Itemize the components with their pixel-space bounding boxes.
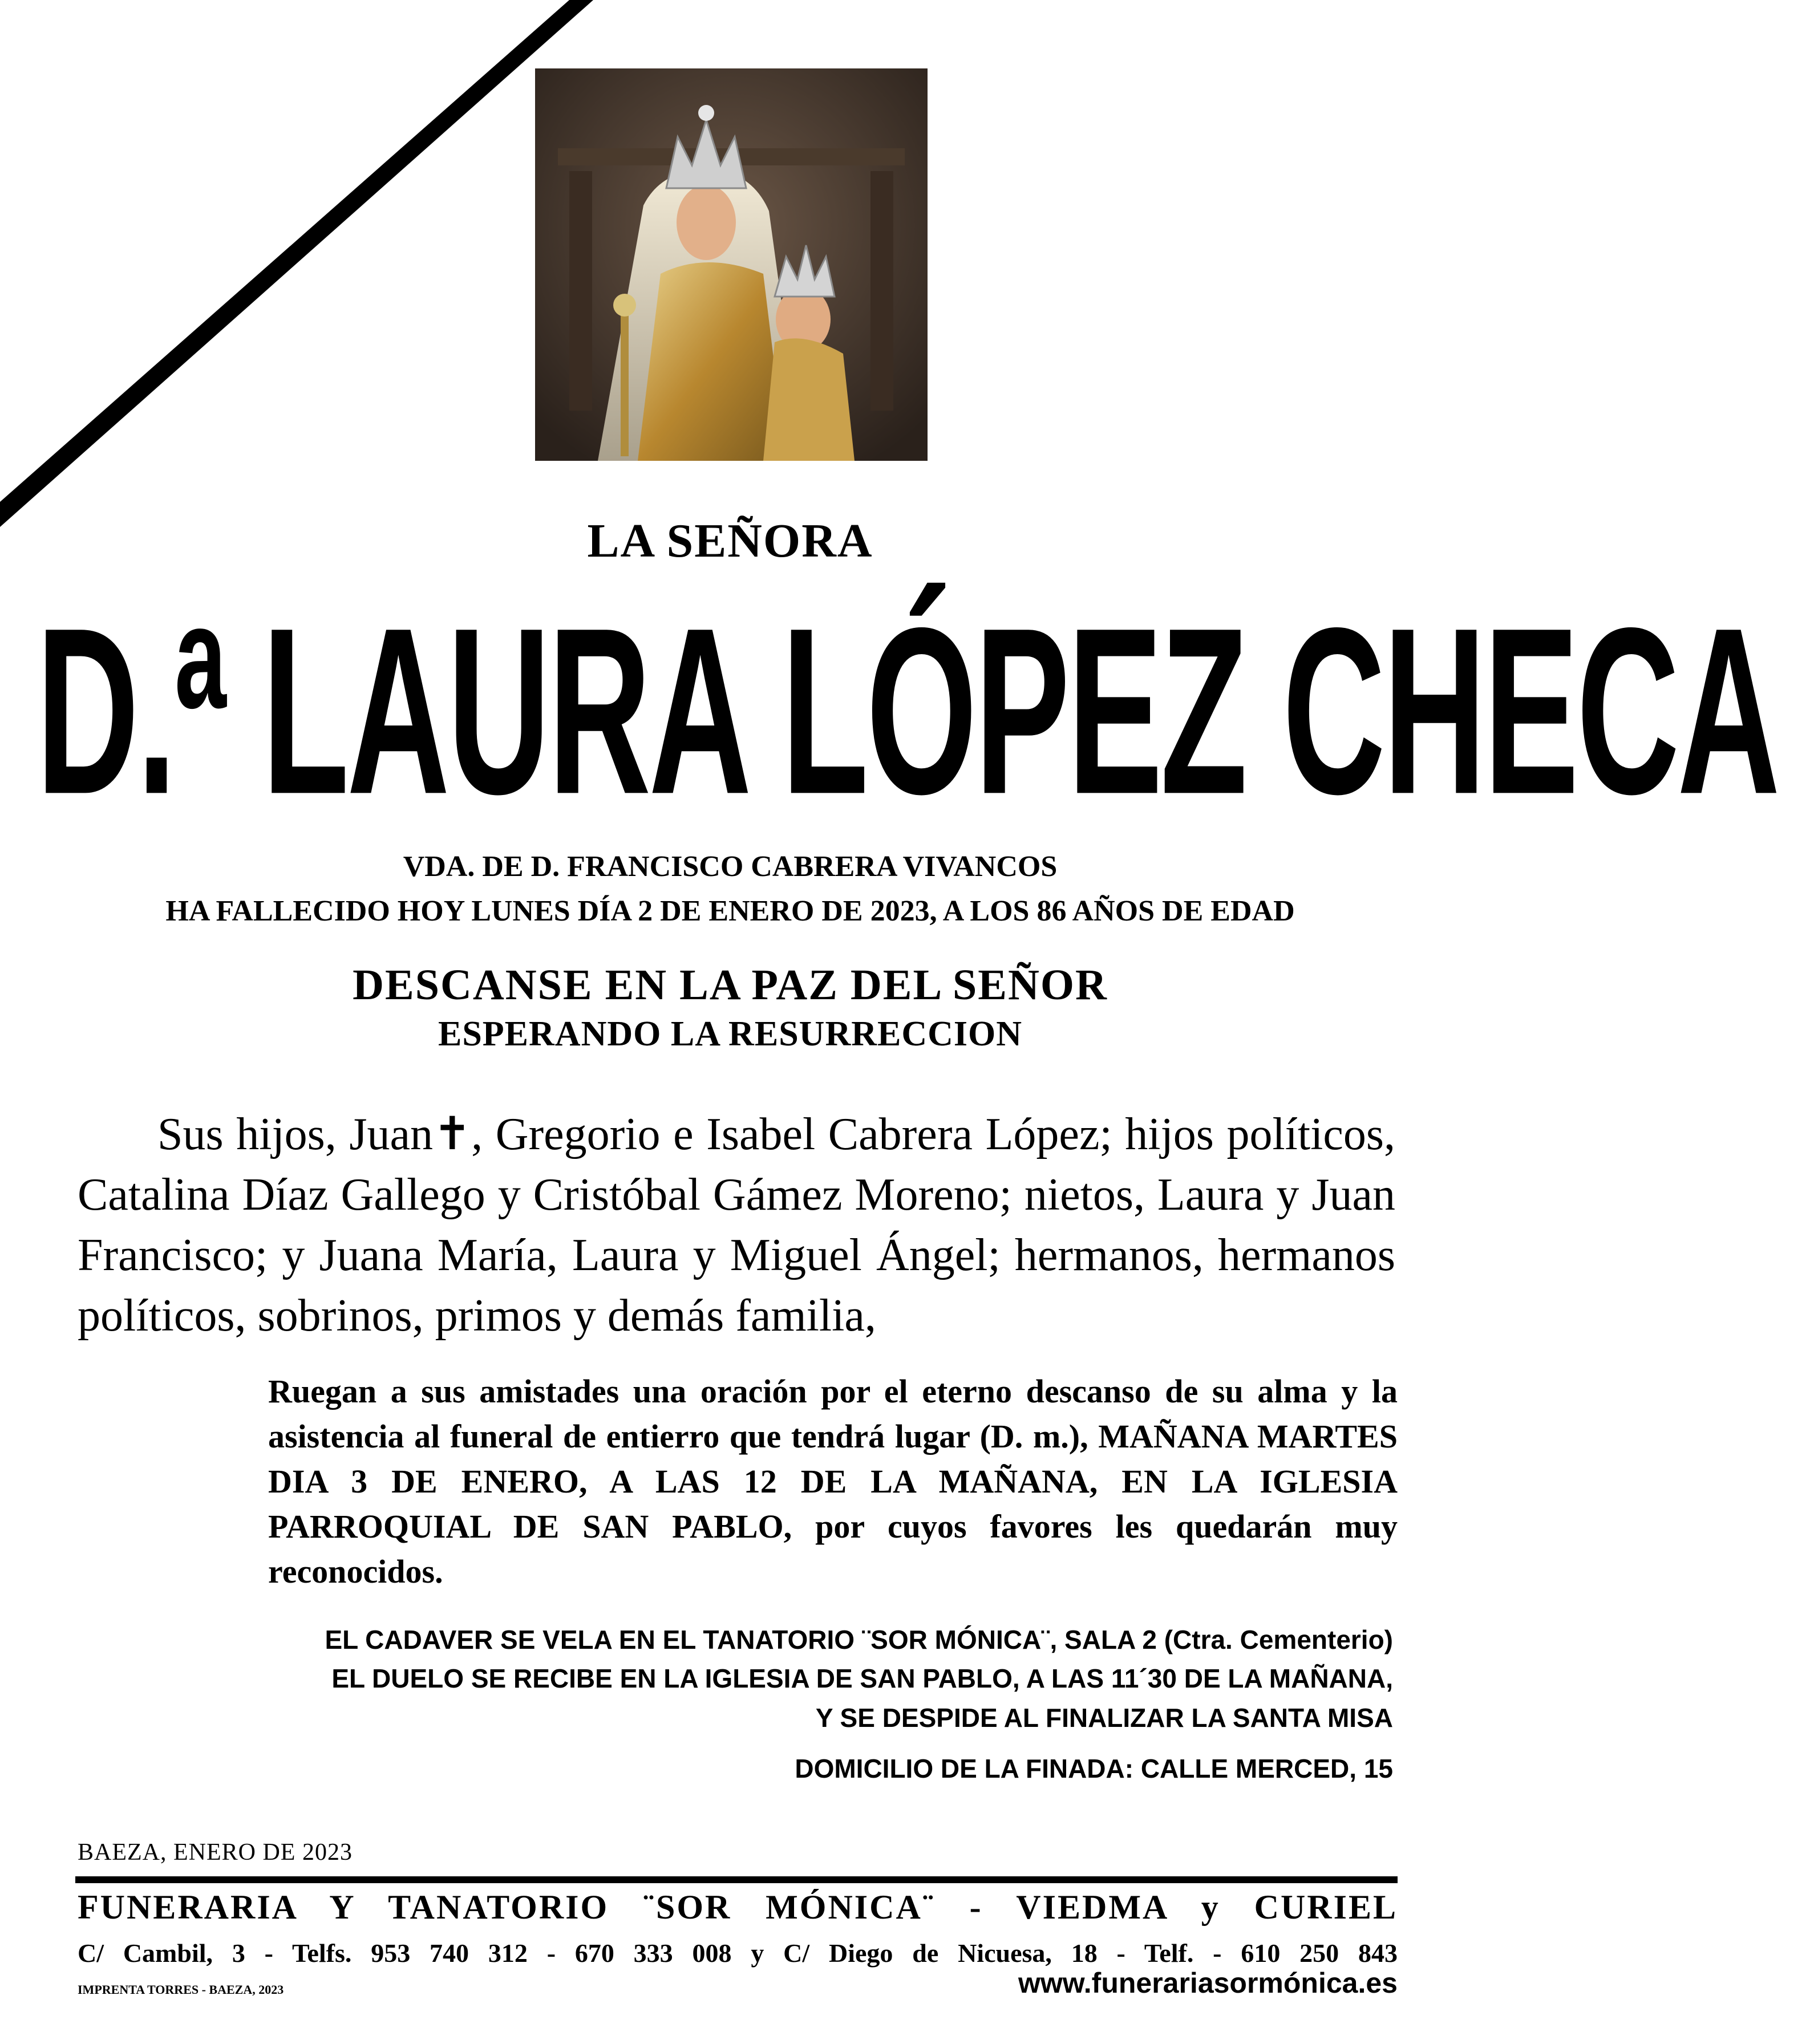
footer-divider — [75, 1876, 1398, 1883]
place-date: BAEZA, ENERO DE 2023 — [78, 1839, 353, 1865]
residence-notice: DOMICILIO DE LA FINADA: CALLE MERCED, 15 — [795, 1754, 1393, 1783]
company-name: FUNERARIA Y TANATORIO ¨SOR MÓNICA¨ - VIEDMA y CURIEL — [78, 1888, 1398, 1926]
virgin-and-child-image — [535, 68, 928, 461]
pre-title: LA SEÑORA — [587, 514, 873, 567]
farewell-notice: Y SE DESPIDE AL FINALIZAR LA SANTA MISA — [815, 1703, 1393, 1733]
family-text-2: , Gregorio e Isabel Cabrera López; hijos políticos, Catalina Díaz Gallego y Cristóbal Gámez Moreno; nietos, Laura y Juan Francisco; y Juana María, Laura y Miguel Ángel; hermanos, hermanos políticos, sobrinos, primos y demás familia, — [78, 1109, 1396, 1341]
wake-notice: EL CADAVER SE VELA EN EL TANATORIO ¨SOR MÓNICA¨, SALA 2 (Ctra. Cementerio) — [325, 1625, 1393, 1654]
widow-of: VDA. DE D. FRANCISCO CABRERA VIVANCOS — [403, 850, 1058, 883]
request-text-2: , por cuyos favores les quedarán muy reconocidos. — [268, 1508, 1398, 1590]
deceased-name: D.ª LAURA LÓPEZ CHECA — [36, 579, 1778, 844]
mourning-notice: EL DUELO SE RECIBE EN LA IGLESIA DE SAN PABLO, A LAS 11´30 DE LA MAÑANA, — [331, 1664, 1393, 1693]
website-link[interactable]: www.funerariasormónica.es — [1018, 1967, 1398, 1999]
family-text-1: Sus hijos, Juan — [157, 1109, 434, 1159]
printer-credit: IMPRENTA TORRES - BAEZA, 2023 — [78, 1982, 284, 1997]
family-paragraph — [78, 1104, 1395, 1346]
funeral-request — [268, 1369, 1398, 1594]
request-text-1: Ruegan a sus amistades una oración por el eterno descanso de su alma y la asistencia al funeral de entierro que tendrá lugar (D. m.), — [268, 1373, 1398, 1455]
deceased-name-box — [0, 579, 1778, 844]
mourning-ribbon — [0, 0, 627, 570]
company-address: C/ Cambil, 3 - Telfs. 953 740 312 - 670 333 008 y C/ Diego de Nicuesa, 18 - Telf. - 610 250 843 — [78, 1938, 1398, 1968]
death-notice: HA FALLECIDO HOY LUNES DÍA 2 DE ENERO DE 2023, A LOS 86 AÑOS DE EDAD — [165, 895, 1295, 927]
rest-in-peace: DESCANSE EN LA PAZ DEL SEÑOR — [353, 961, 1108, 1009]
cross-icon: ✝ — [433, 1107, 472, 1160]
awaiting-resurrection: ESPERANDO LA RESURRECCION — [438, 1015, 1023, 1053]
request-emphasis: MAÑANA MARTES DIA 3 DE ENERO, A LAS 12 DE LA MAÑANA, EN LA IGLESIA PARROQUIAL DE SAN PABLO — [268, 1418, 1398, 1545]
